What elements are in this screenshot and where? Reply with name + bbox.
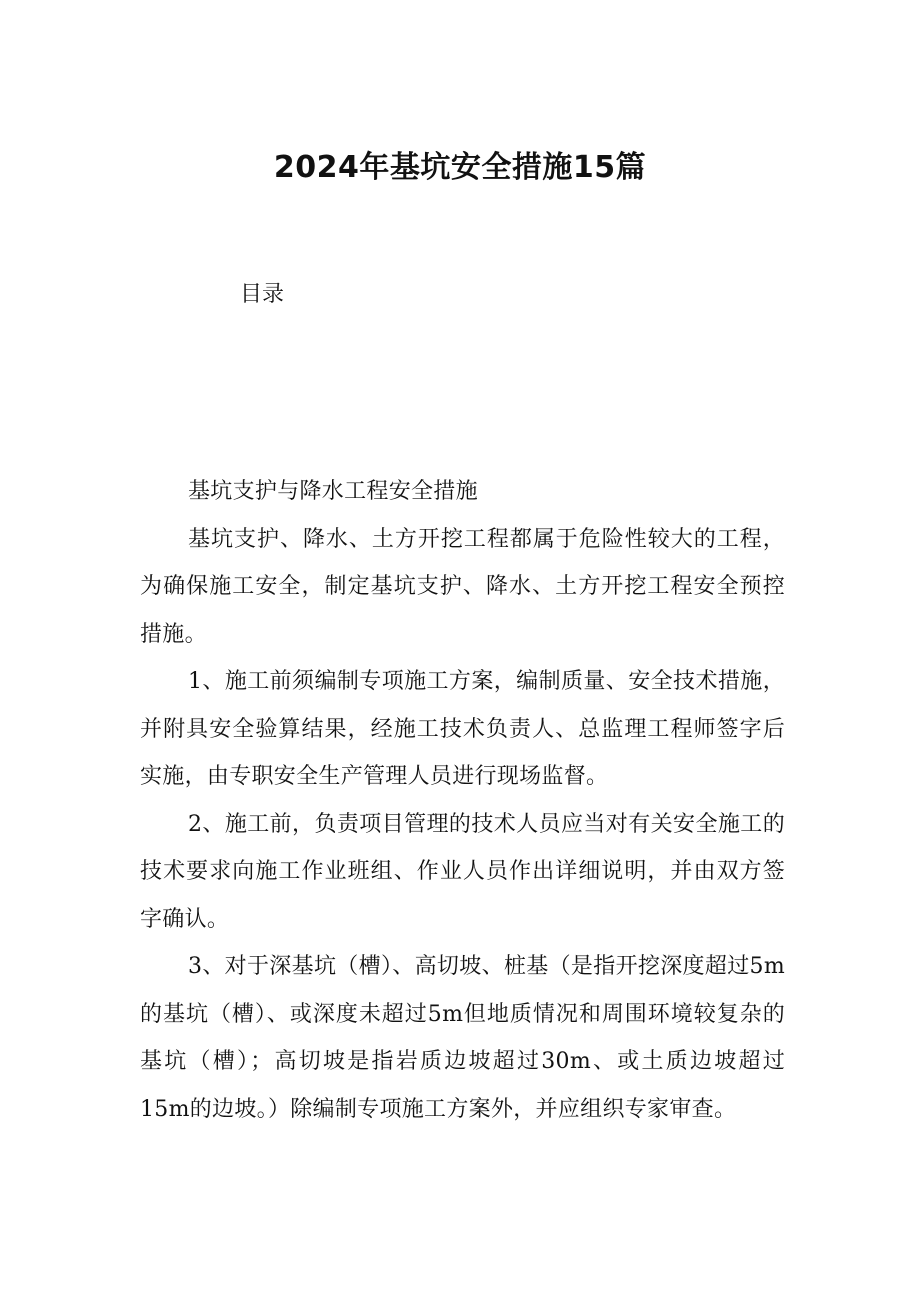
paragraph-intro: 基坑支护、降水、土方开挖工程都属于危险性较大的工程，为确保施工安全，制定基坑支护、降水、土方开挖工程安全预控措施。	[140, 526, 785, 647]
document-title: 2024年基坑安全措施15篇	[273, 150, 647, 185]
toc-label: 目录	[240, 282, 285, 307]
paragraph-item-3: 3、对于深基坑（槽）、高切坡、桩基（是指开挖深度超过5m的基坑（槽）、或深度未超过5m但地质情况和周围环境较复杂的基坑（槽）；高切坡是指岩质边坡超过30m、或土质边坡超过15m的边坡。）除编制专项施工方案外，并应组织专家审查。	[140, 954, 785, 1122]
document-body	[140, 468, 785, 1133]
section-heading: 基坑支护与降水工程安全措施	[188, 479, 478, 504]
paragraph-item-2: 2、施工前，负责项目管理的技术人员应当对有关安全施工的技术要求向施工作业班组、作业人员作出详细说明，并由双方签字确认。	[140, 811, 785, 932]
paragraph-item-1: 1、施工前须编制专项施工方案，编制质量、安全技术措施，并附具安全验算结果，经施工技术负责人、总监理工程师签字后实施，由专职安全生产管理人员进行现场监督。	[140, 669, 785, 789]
